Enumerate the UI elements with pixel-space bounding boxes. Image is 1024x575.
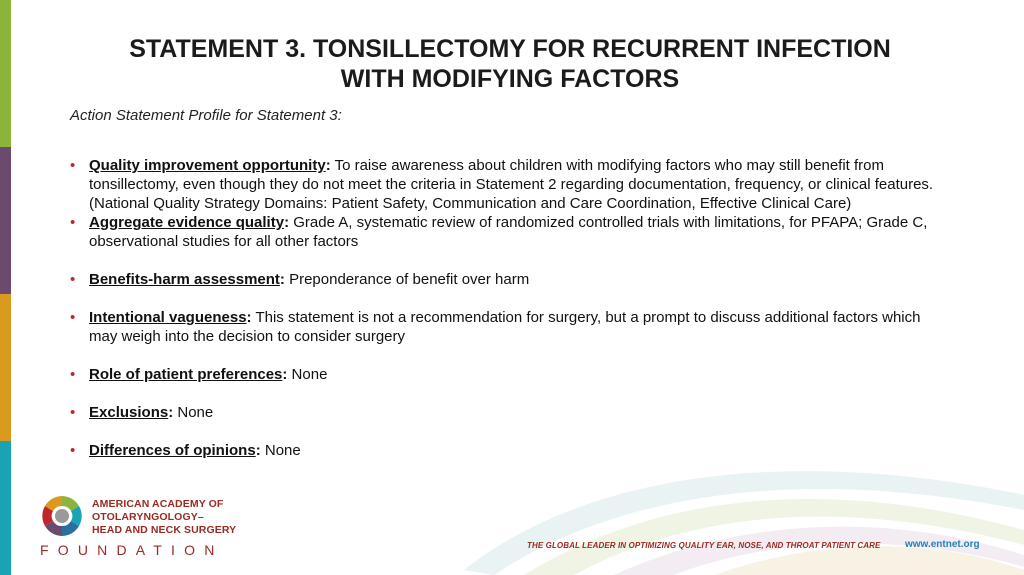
sidebar-segment-gold [0, 294, 11, 441]
list-item [70, 308, 950, 346]
title-line-1: STATEMENT 3. TONSILLECTOMY FOR RECURRENT INFECTION [129, 35, 891, 63]
bullet-term: Role of patient preferences [89, 366, 283, 383]
bullet-colon: : [282, 366, 288, 383]
bullet-icon: • [70, 442, 76, 459]
bullet-text: None [260, 442, 301, 459]
org-line-2: OTOLARYNGOLOGY– [92, 511, 204, 523]
bullet-text: Preponderance of benefit over harm [284, 271, 530, 288]
org-line-1: AMERICAN ACADEMY OF [92, 498, 224, 510]
bullet-colon: : [284, 214, 290, 231]
aao-hns-logo-icon [40, 494, 84, 538]
slide-subtitle: Action Statement Profile for Statement 3: [70, 107, 342, 124]
bullet-colon: : [325, 157, 331, 174]
color-sidebar [0, 0, 11, 575]
bullet-colon: : [255, 442, 261, 459]
bullet-text: This statement is not a recommendation for surgery, but a prompt to discuss additional factors which may weigh into the decision to consider surgery [89, 309, 921, 345]
sidebar-segment-green [0, 0, 11, 147]
statement-profile-list [70, 156, 950, 460]
bullet-colon: : [168, 404, 174, 421]
sidebar-segment-teal [0, 441, 11, 575]
organization-name [92, 498, 236, 537]
bullet-icon: • [70, 214, 76, 231]
bullet-icon: • [70, 404, 76, 421]
list-item [70, 213, 950, 251]
bullet-icon: • [70, 271, 76, 288]
bullet-icon: • [70, 366, 76, 383]
bullet-term: Exclusions [89, 404, 169, 421]
website-link[interactable]: www.entnet.org [905, 539, 980, 550]
bullet-term: Quality improvement opportunity [89, 157, 326, 174]
bullet-colon: : [279, 271, 285, 288]
bullet-icon: • [70, 309, 76, 326]
list-item [70, 365, 950, 384]
slide-title [60, 34, 960, 94]
org-line-3: HEAD AND NECK SURGERY [92, 524, 237, 536]
bullet-term: Benefits-harm assessment [89, 271, 280, 288]
foundation-wordmark: FOUNDATION [40, 542, 224, 558]
bullet-term: Aggregate evidence quality [89, 214, 285, 231]
bullet-term: Differences of opinions [89, 442, 256, 459]
list-item [70, 156, 950, 213]
title-line-2: WITH MODIFYING FACTORS [340, 65, 680, 93]
bullet-text: To raise awareness about children with modifying factors who may still benefit from tonsillectomy, even though they do not meet the criteria in Statement 2 regarding documentation, frequency, or clinical features. (National Quality Strategy Domains: Patient Safety, Communication and Care Coordination, Effective Clinical Care) [89, 157, 934, 212]
list-item [70, 441, 950, 460]
bullet-term: Intentional vagueness [89, 309, 247, 326]
bullet-text: Grade A, systematic review of randomized controlled trials with limitations, for PFAPA; Grade C, observational studies for all other factors [89, 214, 928, 250]
sidebar-segment-purple [0, 147, 11, 294]
bullet-text: None [287, 366, 328, 383]
bullet-text: None [173, 404, 214, 421]
bullet-icon: • [70, 157, 76, 174]
footer-tagline: THE GLOBAL LEADER IN OPTIMIZING QUALITY EAR, NOSE, AND THROAT PATIENT CARE [527, 541, 881, 550]
list-item [70, 270, 950, 289]
list-item [70, 403, 950, 422]
bullet-colon: : [246, 309, 252, 326]
